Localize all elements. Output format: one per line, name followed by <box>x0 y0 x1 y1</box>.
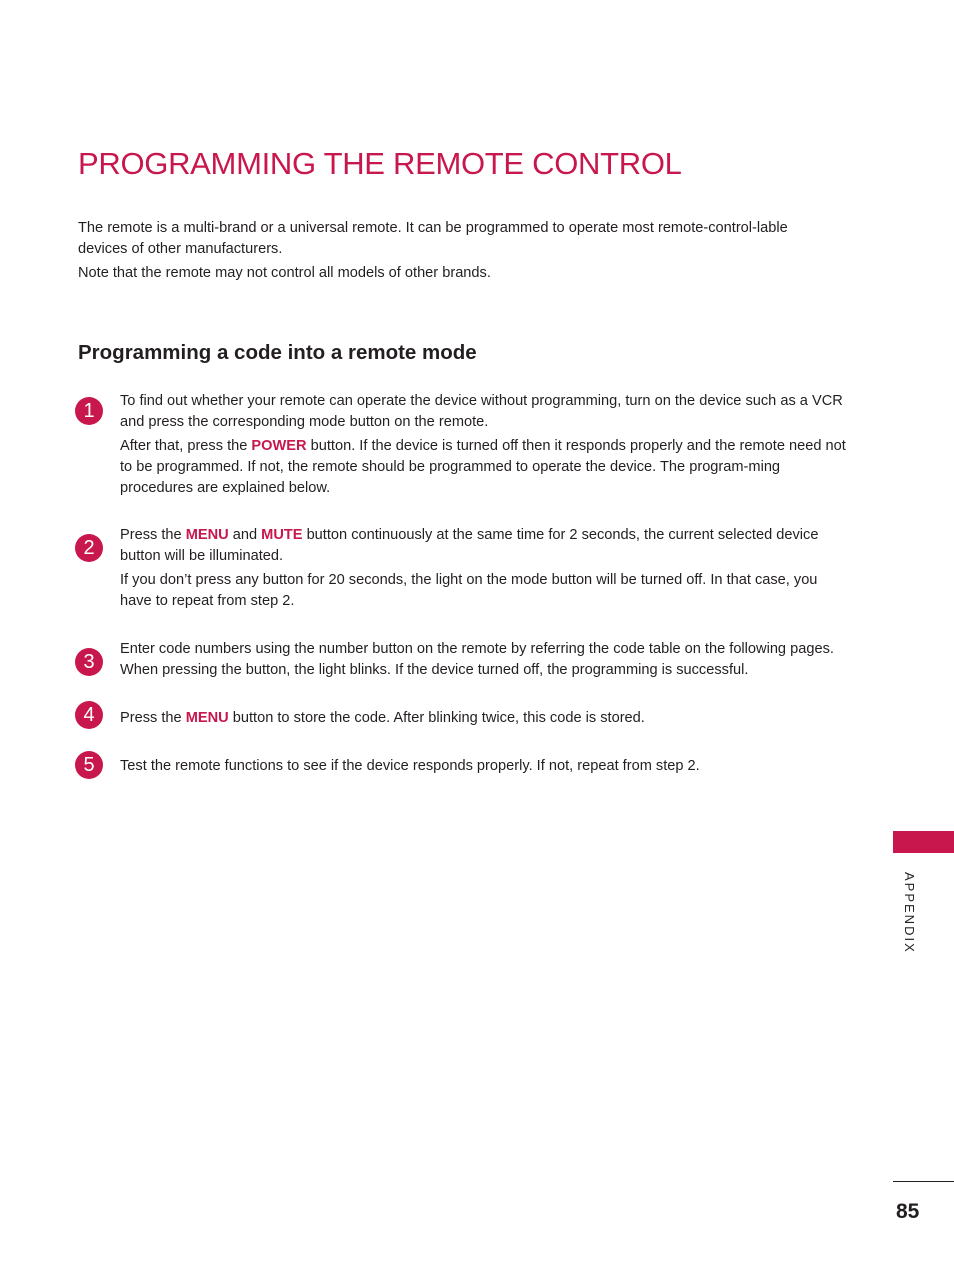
step-2-text <box>120 525 850 615</box>
text-run: button continuously at the same time for 2 seconds, the current selected device button will be illuminated. <box>120 527 819 564</box>
page-number: 85 <box>896 1200 920 1223</box>
text-run: After that, press the <box>120 438 252 454</box>
intro-text <box>78 218 798 287</box>
step-number-badge: 1 <box>75 397 103 425</box>
step-number-badge: 4 <box>75 701 103 729</box>
step-3-text <box>120 639 850 684</box>
text-run: Press the <box>120 527 186 543</box>
mute-button-keyword: MUTE <box>261 527 303 543</box>
step-5-text <box>120 756 850 780</box>
power-button-keyword: POWER <box>251 438 307 454</box>
step-2-paragraph-1 <box>120 525 850 567</box>
step-1-paragraph-1: To find out whether your remote can operate the device without programming, turn on the device such as a VCR and press the corresponding mode button on the remote. <box>120 393 843 430</box>
section-title: Programming a code into a remote mode <box>78 341 477 364</box>
intro-paragraph: The remote is a multi-brand or a universal remote. It can be programmed to operate most remote-control-lable devices of other manufacturers. <box>78 220 788 257</box>
step-4-text <box>120 708 850 732</box>
page-title: PROGRAMMING THE REMOTE CONTROL <box>78 146 682 181</box>
text-run: button. If the device is turned off then it responds properly and the remote need not to be programmed. If not, the remote should be programmed to operate the device. The program-ming procedures are explained below. <box>120 438 846 496</box>
step-5-paragraph-1: Test the remote functions to see if the device responds properly. If not, repeat from step 2. <box>120 758 700 774</box>
step-4-paragraph-1 <box>120 708 850 729</box>
menu-button-keyword: MENU <box>185 527 229 543</box>
step-1-paragraph-2 <box>120 436 850 499</box>
intro-note: Note that the remote may not control all models of other brands. <box>78 265 491 281</box>
text-run: and <box>228 527 262 543</box>
step-3-paragraph-1: Enter code numbers using the number button on the remote by referring the code table on the following pages. When pressing the button, the light blinks. If the device turned off, the programming is successful. <box>120 641 834 678</box>
step-number-badge: 3 <box>75 648 103 676</box>
page-number-rule <box>893 1181 954 1182</box>
step-number-badge: 5 <box>75 751 103 779</box>
step-number-badge: 2 <box>75 534 103 562</box>
appendix-tab-marker <box>893 831 954 853</box>
text-run: button to store the code. After blinking twice, this code is stored. <box>228 710 645 726</box>
step-1-text <box>120 391 850 502</box>
appendix-side-label: APPENDIX <box>902 872 917 954</box>
step-2-paragraph-2: If you don’t press any button for 20 seconds, the light on the mode button will be turned off. In that case, you have to repeat from step 2. <box>120 572 818 609</box>
menu-button-keyword: MENU <box>185 710 229 726</box>
text-run: Press the <box>120 710 186 726</box>
